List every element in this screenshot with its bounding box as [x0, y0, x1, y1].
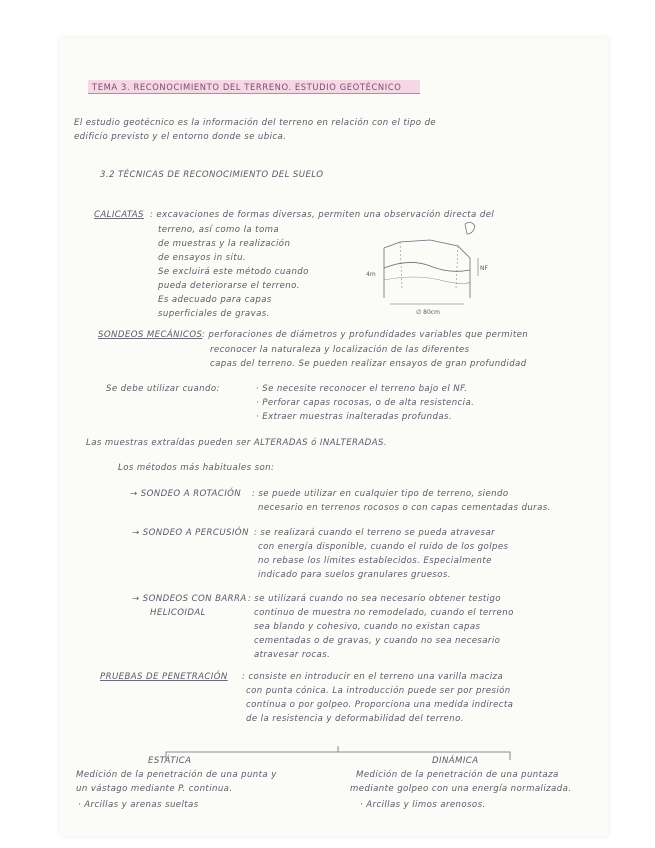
metodos-lead: Los métodos más habituales son:	[118, 463, 275, 473]
page-title: TEMA 3. RECONOCIMIENTO DEL TERRENO. ESTUDIO GEOTÉCNICO	[92, 82, 402, 92]
barras-line-1: : se utilizará cuando no sea necesario obtener testigo	[248, 594, 501, 604]
calicatas-line-2: terreno, así como la toma	[158, 225, 280, 235]
dinamica-line-3: · Arcillas y limos arenosos.	[360, 800, 486, 810]
sondeos-line-2: reconocer la naturaleza y localización de las diferentes	[210, 345, 470, 355]
sondeos-term: SONDEOS MECÁNICOS	[98, 330, 203, 340]
percusion-line-3: no rebase los límites establecidos. Especialmente	[258, 556, 492, 566]
rotacion-line-1: : se puede utilizar en cualquier tipo de terreno, siendo	[252, 489, 509, 499]
sketch-water-label: NF	[480, 265, 488, 272]
pruebas-line-1: : consiste en introducir en el terreno una varilla maciza	[242, 672, 504, 682]
utilizar-item-1: · Se necesite reconocer el terreno bajo el NF.	[256, 384, 468, 394]
sondeos-line-1: : perforaciones de diámetros y profundidades variables que permiten	[202, 330, 529, 340]
section-heading: 3.2 TÉCNICAS DE RECONOCIMIENTO DEL SUELO	[100, 170, 324, 180]
dinamica-line-1: Medición de la penetración de una puntaza	[356, 770, 559, 780]
intro-line-2: edificio previsto y el entorno donde se ubica.	[74, 132, 287, 142]
calicatas-line-4: de ensayos in situ.	[158, 253, 247, 263]
percusion-line-2: con energía disponible, cuando el ruido de los golpes	[258, 542, 509, 552]
barras-line-3: sea blando y cohesivo, cuando no existan capas	[254, 622, 481, 632]
calicatas-line-3: de muestras y la realización	[158, 239, 291, 249]
calicatas-term: CALICATAS	[94, 210, 144, 220]
rotacion-line-2: necesario en terrenos rocosos o con capas cementadas duras.	[258, 503, 551, 513]
utilizar-lead: Se debe utilizar cuando:	[106, 384, 220, 394]
barras-line-5: atravesar rocas.	[254, 650, 331, 660]
utilizar-item-2: · Perforar capas rocosas, o de alta resistencia.	[256, 398, 475, 408]
dinamica-line-2: mediante golpeo con una energía normalizada.	[350, 784, 572, 794]
percusion-line-4: indicado para suelos granulares gruesos.	[258, 570, 451, 580]
pruebas-term: PRUEBAS DE PENETRACIÓN	[100, 672, 228, 682]
rotacion-term: → SONDEO A ROTACIÓN	[130, 489, 242, 499]
estatica-label: ESTÁTICA	[148, 756, 192, 766]
estatica-line-2: un vástago mediante P. continua.	[76, 784, 233, 794]
estatica-line-3: · Arcillas y arenas sueltas	[78, 800, 199, 810]
barras-term-1: → SONDEOS CON BARRA	[132, 594, 247, 604]
barras-line-2: continuo de muestra no remodelado, cuando el terreno	[254, 608, 514, 618]
muestras-text: Las muestras extraídas pueden ser ALTERADAS ó INALTERADAS.	[86, 438, 387, 448]
estatica-line-1: Medición de la penetración de una punta y	[76, 770, 277, 780]
sketch-depth-label: 4m	[366, 271, 376, 278]
calicatas-line-8: superficiales de gravas.	[158, 309, 270, 319]
pruebas-line-4: de la resistencia y deformabilidad del terreno.	[246, 714, 464, 724]
dinamica-label: DINÁMICA	[432, 756, 479, 766]
sondeos-line-3: capas del terreno. Se pueden realizar ensayos de gran profundidad	[210, 359, 527, 369]
calicatas-line-6: pueda deteriorarse el terreno.	[158, 281, 300, 291]
calicata-sketch	[360, 218, 500, 318]
pruebas-line-2: con punta cónica. La introducción puede ser por presión	[246, 686, 511, 696]
notebook-page	[60, 38, 608, 836]
barras-line-4: cementadas o de gravas, y cuando no sea necesario	[254, 636, 501, 646]
barras-term-2: HELICOIDAL	[150, 608, 206, 618]
utilizar-item-3: · Extraer muestras inalteradas profundas.	[256, 412, 453, 422]
percusion-line-1: : se realizará cuando el terreno se pueda atravesar	[254, 528, 496, 538]
calicatas-line-1: : excavaciones de formas diversas, permiten una observación directa del	[150, 210, 495, 220]
calicatas-line-5: Se excluirá este método cuando	[158, 267, 309, 277]
calicatas-line-7: Es adecuado para capas	[158, 295, 272, 305]
sketch-width-label: ∅ 80cm	[416, 309, 440, 316]
pruebas-line-3: continua o por golpeo. Proporciona una medida indirecta	[246, 700, 514, 710]
percusion-term: → SONDEO A PERCUSIÓN	[132, 528, 249, 538]
intro-line-1: El estudio geotécnico es la información del terreno en relación con el tipo de	[74, 118, 437, 128]
